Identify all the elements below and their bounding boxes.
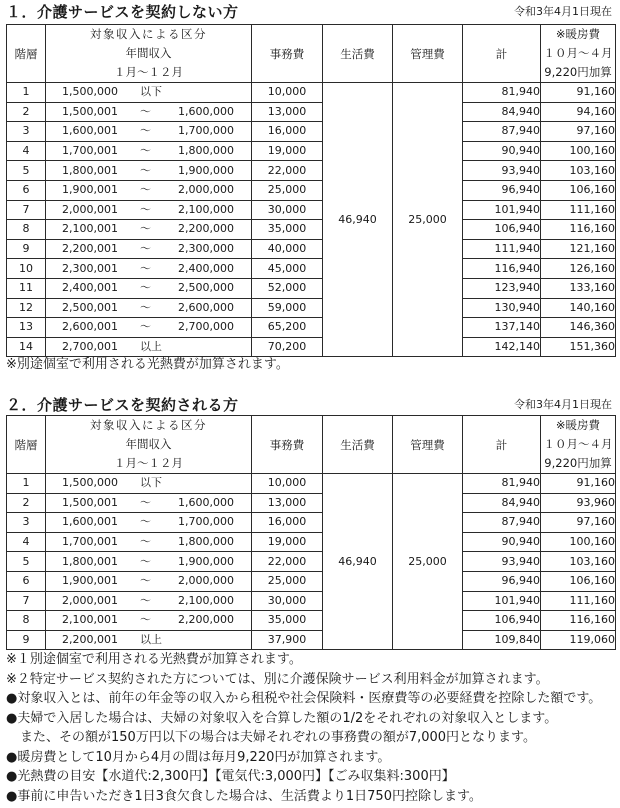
row-office-fee: 22,000	[252, 552, 323, 572]
income-to: 2,100,000	[178, 593, 234, 607]
row-total-with-heating: 93,960	[541, 493, 616, 513]
income-limit-label: 以下	[140, 85, 162, 99]
row-total-with-heating: 106,160	[541, 571, 616, 591]
income-from: 2,000,001	[62, 202, 118, 216]
header-management-fee: 管理費	[393, 25, 463, 83]
row-income-bracket	[46, 102, 252, 122]
row-office-fee: 30,000	[252, 591, 323, 611]
table-row	[7, 239, 616, 259]
income-from: 1,700,001	[62, 144, 118, 158]
income-range-separator: ～	[140, 104, 151, 118]
row-total: 81,940	[463, 474, 541, 494]
income-range-separator: ～	[140, 183, 151, 197]
income-from: 1,500,001	[62, 495, 118, 509]
row-income-bracket	[46, 337, 252, 357]
row-total: 142,140	[463, 337, 541, 357]
income-to: 1,900,000	[178, 163, 234, 177]
income-from: 2,100,001	[62, 613, 118, 627]
income-range-separator: ～	[140, 163, 151, 177]
note-utility-estimate: ●光熱費の目安【水道代:2,300円】【電気代:3,000円】【ごみ収集料:300円】	[6, 769, 455, 784]
living-cost-merged: 46,940	[323, 83, 393, 357]
income-from: 1,900,001	[62, 574, 118, 588]
income-from: 1,800,001	[62, 554, 118, 568]
header-income-line-1: 対象収入による区分	[90, 27, 207, 41]
income-range-separator: ～	[140, 242, 151, 256]
income-to: 1,800,000	[178, 535, 234, 549]
row-total-with-heating: 97,160	[541, 122, 616, 142]
row-total: 106,940	[463, 220, 541, 240]
income-range-separator: ～	[140, 593, 151, 607]
row-total-with-heating: 111,160	[541, 591, 616, 611]
row-income-bracket	[46, 141, 252, 161]
income-from: 2,300,001	[62, 261, 118, 275]
row-total: 116,940	[463, 259, 541, 279]
row-office-fee: 52,000	[252, 278, 323, 298]
table-row	[7, 591, 616, 611]
row-total: 137,140	[463, 318, 541, 338]
row-office-fee: 45,000	[252, 259, 323, 279]
note-couple-office-fee: また、その額が150万円以下の場合は夫婦それぞれの事務費の額が7,000円となります。	[20, 730, 536, 745]
income-to: 1,700,000	[178, 515, 234, 529]
row-income-bracket	[46, 122, 252, 142]
row-income-bracket	[46, 630, 252, 650]
table-row	[7, 493, 616, 513]
section1-date: 令和3年4月1日現在	[514, 5, 612, 18]
table-row	[7, 513, 616, 533]
row-total-with-heating: 151,360	[541, 337, 616, 357]
header-heating	[541, 416, 616, 474]
header-heating-line-1: ※暖房費	[555, 27, 601, 41]
row-level: 5	[7, 552, 46, 572]
section1-note: ※別途個室で利用される光熱費が加算されます。	[6, 357, 289, 372]
section2-date: 令和3年4月1日現在	[514, 398, 612, 411]
income-range-separator: ～	[140, 124, 151, 138]
income-to: 2,000,000	[178, 183, 234, 197]
income-range-separator: ～	[140, 495, 151, 509]
note-care-insurance-fee: ※２特定サービス契約された方については、別に介護保険サービス利用料金が加算されます。	[6, 671, 549, 687]
row-income-bracket	[46, 318, 252, 338]
header-office-fee: 事務費	[252, 25, 323, 83]
header-heating-line-3: 9,220円加算	[544, 456, 612, 470]
row-office-fee: 10,000	[252, 83, 323, 103]
table-row	[7, 278, 616, 298]
row-total: 111,940	[463, 239, 541, 259]
income-range-separator: ～	[140, 222, 151, 236]
note-meal-deduction: ●事前に申告いただき1日3食欠食した場合は、生活費より1日750円控除します。	[6, 788, 482, 804]
income-range-separator: ～	[140, 515, 151, 529]
note-couple-income: ●夫婦で入居した場合は、夫婦の対象収入を合算した額の1/2をそれぞれの対象収入とします。	[6, 710, 558, 726]
row-total-with-heating: 103,160	[541, 552, 616, 572]
row-total-with-heating: 91,160	[541, 83, 616, 103]
table-row	[7, 298, 616, 318]
income-from: 2,700,001	[62, 340, 118, 354]
income-range-separator: ～	[140, 300, 151, 314]
income-from: 2,400,001	[62, 281, 118, 295]
row-office-fee: 30,000	[252, 200, 323, 220]
row-level: 13	[7, 318, 46, 338]
row-level: 2	[7, 102, 46, 122]
header-level: 階層	[7, 25, 46, 83]
table-row	[7, 141, 616, 161]
row-total-with-heating: 94,160	[541, 102, 616, 122]
header-total: 計	[463, 25, 541, 83]
row-total-with-heating: 103,160	[541, 161, 616, 181]
row-level: 9	[7, 239, 46, 259]
row-income-bracket	[46, 591, 252, 611]
header-income-line-3: １月～１２月	[114, 456, 183, 470]
row-total: 101,940	[463, 200, 541, 220]
row-total-with-heating: 121,160	[541, 239, 616, 259]
income-range-separator: ～	[140, 202, 151, 216]
row-income-bracket	[46, 278, 252, 298]
header-income-line-1: 対象収入による区分	[90, 418, 207, 432]
header-level: 階層	[7, 416, 46, 474]
row-level: 6	[7, 571, 46, 591]
row-level: 10	[7, 259, 46, 279]
income-from: 1,600,001	[62, 124, 118, 138]
income-to: 1,600,000	[178, 104, 234, 118]
income-range-separator: ～	[140, 320, 151, 334]
row-income-bracket	[46, 493, 252, 513]
row-total: 96,940	[463, 180, 541, 200]
row-office-fee: 65,200	[252, 318, 323, 338]
table-row	[7, 611, 616, 631]
income-from: 2,500,001	[62, 300, 118, 314]
row-total: 84,940	[463, 102, 541, 122]
income-range-separator: ～	[140, 554, 151, 568]
row-level: 6	[7, 180, 46, 200]
header-income-line-2: 年間収入	[125, 437, 172, 451]
header-management-fee: 管理費	[393, 416, 463, 474]
header-row	[7, 25, 616, 83]
row-office-fee: 40,000	[252, 239, 323, 259]
income-to: 1,900,000	[178, 554, 234, 568]
row-total-with-heating: 111,160	[541, 200, 616, 220]
section1-title: １．介護サービスを契約しない方	[6, 3, 239, 21]
row-level: 3	[7, 513, 46, 533]
row-level: 7	[7, 200, 46, 220]
header-heating-line-2: １０月～４月	[543, 46, 613, 60]
row-office-fee: 19,000	[252, 532, 323, 552]
income-limit-label: 以下	[140, 476, 162, 490]
header-income-line-2: 年間収入	[125, 46, 172, 60]
table-row	[7, 122, 616, 142]
table-row	[7, 259, 616, 279]
section2-title: ２．介護サービスを契約される方	[6, 396, 239, 414]
row-income-bracket	[46, 552, 252, 572]
fee-table-no-care-contract	[6, 24, 616, 357]
row-total: 93,940	[463, 161, 541, 181]
income-range-separator: ～	[140, 613, 151, 627]
row-income-bracket	[46, 532, 252, 552]
row-total-with-heating: 116,160	[541, 611, 616, 631]
row-level: 5	[7, 161, 46, 181]
income-from: 1,600,001	[62, 515, 118, 529]
income-to: 2,400,000	[178, 261, 234, 275]
row-total: 84,940	[463, 493, 541, 513]
table-row	[7, 474, 616, 494]
row-office-fee: 35,000	[252, 611, 323, 631]
income-range-separator: ～	[140, 574, 151, 588]
row-total-with-heating: 140,160	[541, 298, 616, 318]
income-from: 2,200,001	[62, 242, 118, 256]
row-income-bracket	[46, 239, 252, 259]
row-total: 123,940	[463, 278, 541, 298]
living-cost-merged: 46,940	[323, 474, 393, 650]
header-heating-line-1: ※暖房費	[555, 418, 601, 432]
row-total: 87,940	[463, 513, 541, 533]
row-total: 90,940	[463, 141, 541, 161]
row-office-fee: 13,000	[252, 102, 323, 122]
income-from: 1,800,001	[62, 163, 118, 177]
row-level: 3	[7, 122, 46, 142]
management-fee-merged: 25,000	[393, 83, 463, 357]
table-row	[7, 220, 616, 240]
header-living-cost: 生活費	[323, 25, 393, 83]
row-level: 8	[7, 220, 46, 240]
table-body	[7, 474, 616, 650]
income-to: 2,300,000	[178, 242, 234, 256]
row-level: 4	[7, 141, 46, 161]
table-row	[7, 180, 616, 200]
income-from: 2,000,001	[62, 593, 118, 607]
row-level: 8	[7, 611, 46, 631]
row-total: 96,940	[463, 571, 541, 591]
row-total-with-heating: 133,160	[541, 278, 616, 298]
income-from: 2,200,001	[62, 633, 118, 647]
row-level: 1	[7, 83, 46, 103]
table-header	[7, 25, 616, 83]
note-heating-fee: ●暖房費として10月から4月の間は毎月9,220円が加算されます。	[6, 749, 391, 765]
header-living-cost: 生活費	[323, 416, 393, 474]
row-total: 81,940	[463, 83, 541, 103]
income-from: 1,500,001	[62, 104, 118, 118]
income-range-separator: ～	[140, 261, 151, 275]
row-total-with-heating: 126,160	[541, 259, 616, 279]
income-to: 1,700,000	[178, 124, 234, 138]
row-income-bracket	[46, 220, 252, 240]
row-office-fee: 70,200	[252, 337, 323, 357]
row-total-with-heating: 116,160	[541, 220, 616, 240]
table-row	[7, 571, 616, 591]
income-range-separator: ～	[140, 535, 151, 549]
note-target-income-definition: ●対象収入とは、前年の年金等の収入から租税や社会保険料・医療費等の必要経費を控除した額です。	[6, 691, 602, 706]
row-office-fee: 25,000	[252, 571, 323, 591]
row-income-bracket	[46, 200, 252, 220]
header-row	[7, 416, 616, 474]
row-income-bracket	[46, 474, 252, 494]
row-income-bracket	[46, 180, 252, 200]
row-total: 130,940	[463, 298, 541, 318]
management-fee-merged: 25,000	[393, 474, 463, 650]
income-range-separator: ～	[140, 144, 151, 158]
income-to: 2,200,000	[178, 613, 234, 627]
table-row	[7, 102, 616, 122]
row-level: 4	[7, 532, 46, 552]
row-level: 7	[7, 591, 46, 611]
fee-table-with-care-contract	[6, 415, 616, 650]
income-from: 2,600,001	[62, 320, 118, 334]
income-to: 2,100,000	[178, 202, 234, 216]
income-to: 1,600,000	[178, 495, 234, 509]
row-total-with-heating: 97,160	[541, 513, 616, 533]
income-to: 2,000,000	[178, 574, 234, 588]
header-income-bracket	[46, 25, 252, 83]
row-office-fee: 16,000	[252, 513, 323, 533]
row-total-with-heating: 100,160	[541, 532, 616, 552]
notes-list	[6, 650, 618, 806]
row-office-fee: 35,000	[252, 220, 323, 240]
row-total-with-heating: 91,160	[541, 474, 616, 494]
row-office-fee: 22,000	[252, 161, 323, 181]
table-row	[7, 83, 616, 103]
header-heating-line-3: 9,220円加算	[544, 65, 612, 79]
income-range-separator: ～	[140, 281, 151, 295]
table-row	[7, 532, 616, 552]
row-total: 106,940	[463, 611, 541, 631]
income-to: 2,500,000	[178, 281, 234, 295]
income-limit-label: 以上	[140, 340, 162, 354]
income-from: 1,700,001	[62, 535, 118, 549]
row-office-fee: 16,000	[252, 122, 323, 142]
note-private-room-utilities: ※１別途個室で利用される光熱費が加算されます。	[6, 652, 302, 667]
row-income-bracket	[46, 298, 252, 318]
income-to: 2,600,000	[178, 300, 234, 314]
header-income-line-3: １月～１２月	[114, 65, 183, 79]
table-header	[7, 416, 616, 474]
income-limit-label: 以上	[140, 633, 162, 647]
row-total: 101,940	[463, 591, 541, 611]
row-office-fee: 13,000	[252, 493, 323, 513]
row-office-fee: 10,000	[252, 474, 323, 494]
header-heating-line-2: １０月～４月	[543, 437, 613, 451]
income-to: 1,800,000	[178, 144, 234, 158]
table-row	[7, 318, 616, 338]
row-office-fee: 59,000	[252, 298, 323, 318]
row-office-fee: 19,000	[252, 141, 323, 161]
income-from: 2,100,001	[62, 222, 118, 236]
income-to: 2,200,000	[178, 222, 234, 236]
row-income-bracket	[46, 611, 252, 631]
row-level: 11	[7, 278, 46, 298]
header-total: 計	[463, 416, 541, 474]
row-total-with-heating: 119,060	[541, 630, 616, 650]
income-from: 1,900,001	[62, 183, 118, 197]
row-total: 90,940	[463, 532, 541, 552]
row-total: 109,840	[463, 630, 541, 650]
row-level: 1	[7, 474, 46, 494]
row-total: 93,940	[463, 552, 541, 572]
row-level: 14	[7, 337, 46, 357]
row-income-bracket	[46, 513, 252, 533]
income-from: 1,500,000	[62, 476, 118, 490]
row-total-with-heating: 106,160	[541, 180, 616, 200]
table-row	[7, 337, 616, 357]
header-income-bracket	[46, 416, 252, 474]
row-income-bracket	[46, 571, 252, 591]
row-office-fee: 37,900	[252, 630, 323, 650]
table-row	[7, 161, 616, 181]
header-heating	[541, 25, 616, 83]
row-level: 9	[7, 630, 46, 650]
row-level: 12	[7, 298, 46, 318]
row-total: 87,940	[463, 122, 541, 142]
table-row	[7, 200, 616, 220]
row-level: 2	[7, 493, 46, 513]
row-total-with-heating: 146,360	[541, 318, 616, 338]
table-row	[7, 552, 616, 572]
income-from: 1,500,000	[62, 85, 118, 99]
header-office-fee: 事務費	[252, 416, 323, 474]
row-income-bracket	[46, 259, 252, 279]
row-income-bracket	[46, 161, 252, 181]
row-office-fee: 25,000	[252, 180, 323, 200]
income-to: 2,700,000	[178, 320, 234, 334]
row-income-bracket	[46, 83, 252, 103]
row-total-with-heating: 100,160	[541, 141, 616, 161]
table-row	[7, 630, 616, 650]
table-body	[7, 83, 616, 357]
